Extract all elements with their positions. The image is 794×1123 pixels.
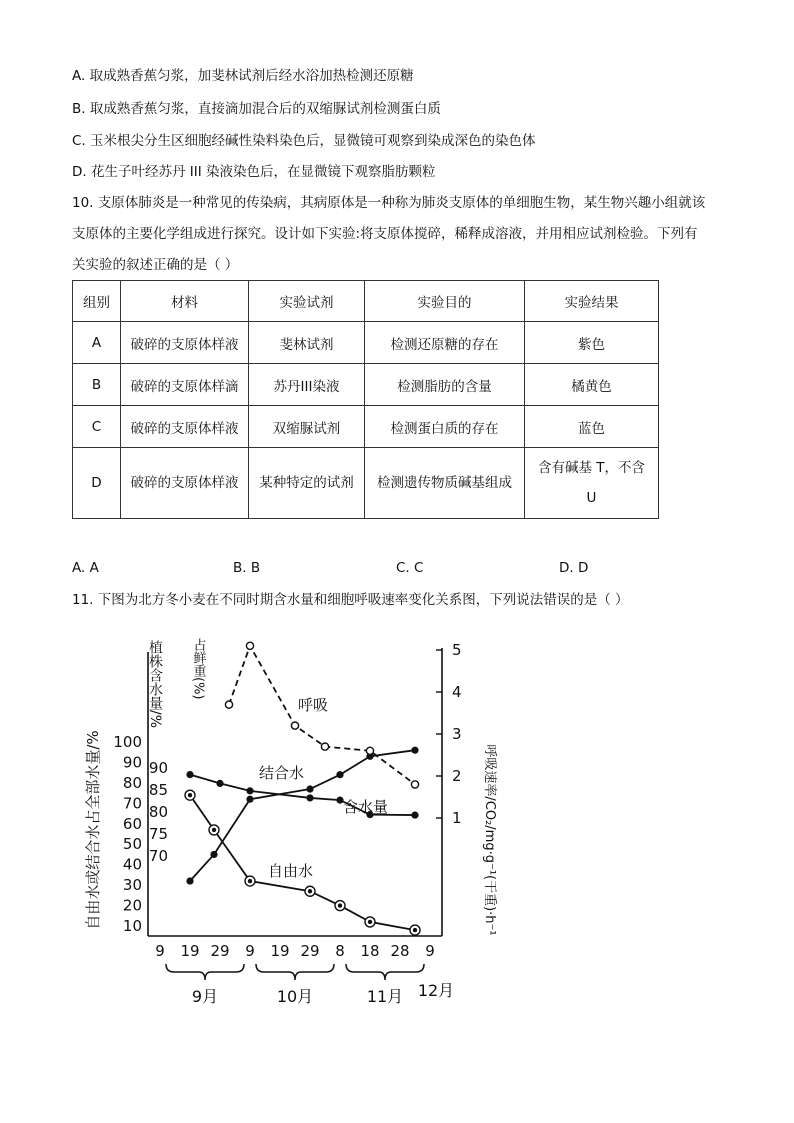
data-point — [186, 771, 193, 778]
data-point-core — [248, 879, 252, 883]
y-left-outer-tick-label: 90 — [122, 753, 142, 772]
series-label: 呼吸 — [298, 696, 329, 714]
q10-stem-line-1: 10. 支原体肺炎是一种常见的传染病，其病原体是一种称为肺炎支原体的单细胞生物，某生物兴趣小组就该 — [72, 195, 706, 211]
data-point-core — [308, 889, 312, 893]
data-point — [366, 747, 373, 754]
q9-option-d: D. 花生子叶经苏丹 III 染液染色后，在显微镜下观察脂肪颗粒 — [72, 164, 436, 180]
data-point — [336, 771, 343, 778]
data-point-core — [188, 793, 192, 797]
table-header-cell: 实验目的 — [365, 281, 525, 322]
table-cell: 破碎的支原体样液 — [121, 322, 249, 364]
table-header-cell: 材料 — [121, 281, 249, 322]
table-cell: 破碎的支原体样滴 — [121, 364, 249, 406]
y-right-tick-label: 3 — [452, 725, 462, 743]
y-left-outer-tick-label: 40 — [122, 855, 142, 874]
data-point-core — [338, 903, 342, 907]
table-cell: 苏丹III染液 — [249, 364, 365, 406]
y-left-outer-tick-label: 10 — [122, 917, 142, 935]
data-point — [411, 747, 418, 754]
data-point — [411, 811, 418, 818]
table-cell: C — [73, 406, 121, 448]
q11-chart — [80, 630, 520, 1020]
q10-option-a: A. A — [72, 560, 99, 576]
table-cell: 橘黄色 — [525, 364, 659, 406]
series-label: 含水量 — [343, 798, 389, 816]
x-tick-label: 9 — [245, 942, 255, 960]
x-tick-label: 9 — [155, 942, 165, 960]
x-tick-label: 19 — [180, 942, 200, 960]
series-label: 自由水 — [268, 862, 314, 880]
data-point — [210, 851, 217, 858]
q9-option-c: C. 玉米根尖分生区细胞经碱性染料染色后，显微镜可观察到染成深色的染色体 — [72, 133, 536, 149]
data-point — [306, 794, 313, 801]
series-label: 结合水 — [259, 764, 305, 782]
table-header-cell: 实验试剂 — [249, 281, 365, 322]
y-right-tick-label: 5 — [452, 641, 462, 659]
y-left-outer-tick-label: 60 — [122, 814, 142, 833]
table-header-cell: 实验结果 — [525, 281, 659, 322]
y-left-inner-tick-label: 70 — [148, 847, 168, 865]
data-point-core — [413, 928, 417, 932]
month-brace — [166, 964, 244, 980]
q10-option-b: B. B — [233, 560, 261, 576]
y-left-outer-tick-label: 50 — [122, 835, 142, 854]
table-row — [73, 448, 659, 519]
table-header-row — [73, 281, 659, 322]
x-tick-label: 28 — [390, 942, 410, 960]
y-left-inner-label: 植株含水量/% — [147, 640, 163, 729]
y-right-tick-label: 2 — [452, 767, 462, 785]
q10-option-c: C. C — [396, 560, 424, 576]
y-left-outer-tick-label: 80 — [122, 773, 142, 792]
table-cell: 双缩脲试剂 — [249, 406, 365, 448]
x-tick-label: 9 — [425, 942, 435, 960]
data-point — [411, 781, 418, 788]
y-left-inner-tick-label: 75 — [148, 825, 168, 843]
x-tick-label: 8 — [335, 942, 345, 960]
x-tick-label: 19 — [270, 942, 290, 960]
x-tick-label: 18 — [360, 942, 380, 960]
table-cell: 含有碱基 T，不含 U — [525, 448, 659, 519]
y-right-label-a: 占鲜重(%) — [190, 638, 206, 700]
y-left-outer-tick-label: 100 — [113, 733, 142, 751]
q10-options — [72, 560, 692, 580]
x-tick-label: 29 — [210, 942, 230, 960]
month-brace — [346, 964, 424, 980]
table-header-cell: 组别 — [73, 281, 121, 322]
table-cell: 某种特定的试剂 — [249, 448, 365, 519]
table-row — [73, 364, 659, 406]
y-left-inner-tick-label: 90 — [148, 759, 168, 777]
table-cell: 检测蛋白质的存在 — [365, 406, 525, 448]
data-point — [186, 877, 193, 884]
table-cell: 检测还原糖的存在 — [365, 322, 525, 364]
table-cell: 破碎的支原体样液 — [121, 448, 249, 519]
month-brace — [256, 964, 334, 980]
table-cell: A — [73, 322, 121, 364]
data-point — [306, 785, 313, 792]
data-point — [216, 780, 223, 787]
month-label: 10月 — [276, 987, 314, 1006]
series-line-呼吸 — [229, 646, 415, 785]
x-tick-label: 29 — [300, 942, 320, 960]
table-cell: 检测脂肪的含量 — [365, 364, 525, 406]
data-point — [291, 722, 298, 729]
q11-stem: 11. 下图为北方冬小麦在不同时期含水量和细胞呼吸速率变化关系图，下列说法错误的是（ ） — [72, 592, 629, 608]
table-cell: 斐林试剂 — [249, 322, 365, 364]
q9-option-a: A. 取成熟香蕉匀浆，加斐林试剂后经水浴加热检测还原糖 — [72, 68, 414, 84]
q10-stem-line-2: 支原体的主要化学组成进行探究。设计如下实验:将支原体搅碎，稀释成溶液，并用相应试剂检验。下列有 — [72, 226, 698, 242]
data-point-core — [368, 920, 372, 924]
table-cell: 检测遗传物质碱基组成 — [365, 448, 525, 519]
data-point — [246, 642, 253, 649]
y-right-tick-label: 1 — [452, 809, 462, 827]
q10-option-d: D. D — [559, 560, 589, 576]
month-label: 11月 — [366, 987, 404, 1006]
y-left-outer-tick-label: 20 — [122, 896, 142, 915]
y-left-outer-label: 自由水或结合水占全部水量/% — [84, 730, 102, 930]
q9-option-b: B. 取成熟香蕉匀浆，直接滴加混合后的双缩脲试剂检测蛋白质 — [72, 101, 441, 117]
data-point — [225, 701, 232, 708]
table-cell: B — [73, 364, 121, 406]
data-point — [246, 796, 253, 803]
table-cell: 紫色 — [525, 322, 659, 364]
month-label: 12月 — [417, 981, 455, 1000]
table-cell: D — [73, 448, 121, 519]
q10-stem-line-3: 关实验的叙述正确的是（ ） — [72, 257, 239, 273]
y-left-outer-tick-label: 70 — [122, 794, 142, 813]
table-cell: 破碎的支原体样液 — [121, 406, 249, 448]
y-right-tick-label: 4 — [452, 683, 462, 701]
y-left-inner-tick-label: 85 — [148, 781, 168, 799]
table-cell: 蓝色 — [525, 406, 659, 448]
data-point — [321, 743, 328, 750]
table-row — [73, 322, 659, 364]
y-right-label: 呼吸速率/CO₂/mg·g⁻¹(干重)·h⁻¹ — [482, 744, 497, 936]
month-label: 9月 — [191, 987, 219, 1006]
q10-table — [72, 280, 659, 519]
data-point — [246, 787, 253, 794]
y-left-outer-tick-label: 30 — [122, 876, 142, 895]
table-row — [73, 406, 659, 448]
y-left-inner-tick-label: 80 — [148, 803, 168, 821]
data-point-core — [212, 828, 216, 832]
